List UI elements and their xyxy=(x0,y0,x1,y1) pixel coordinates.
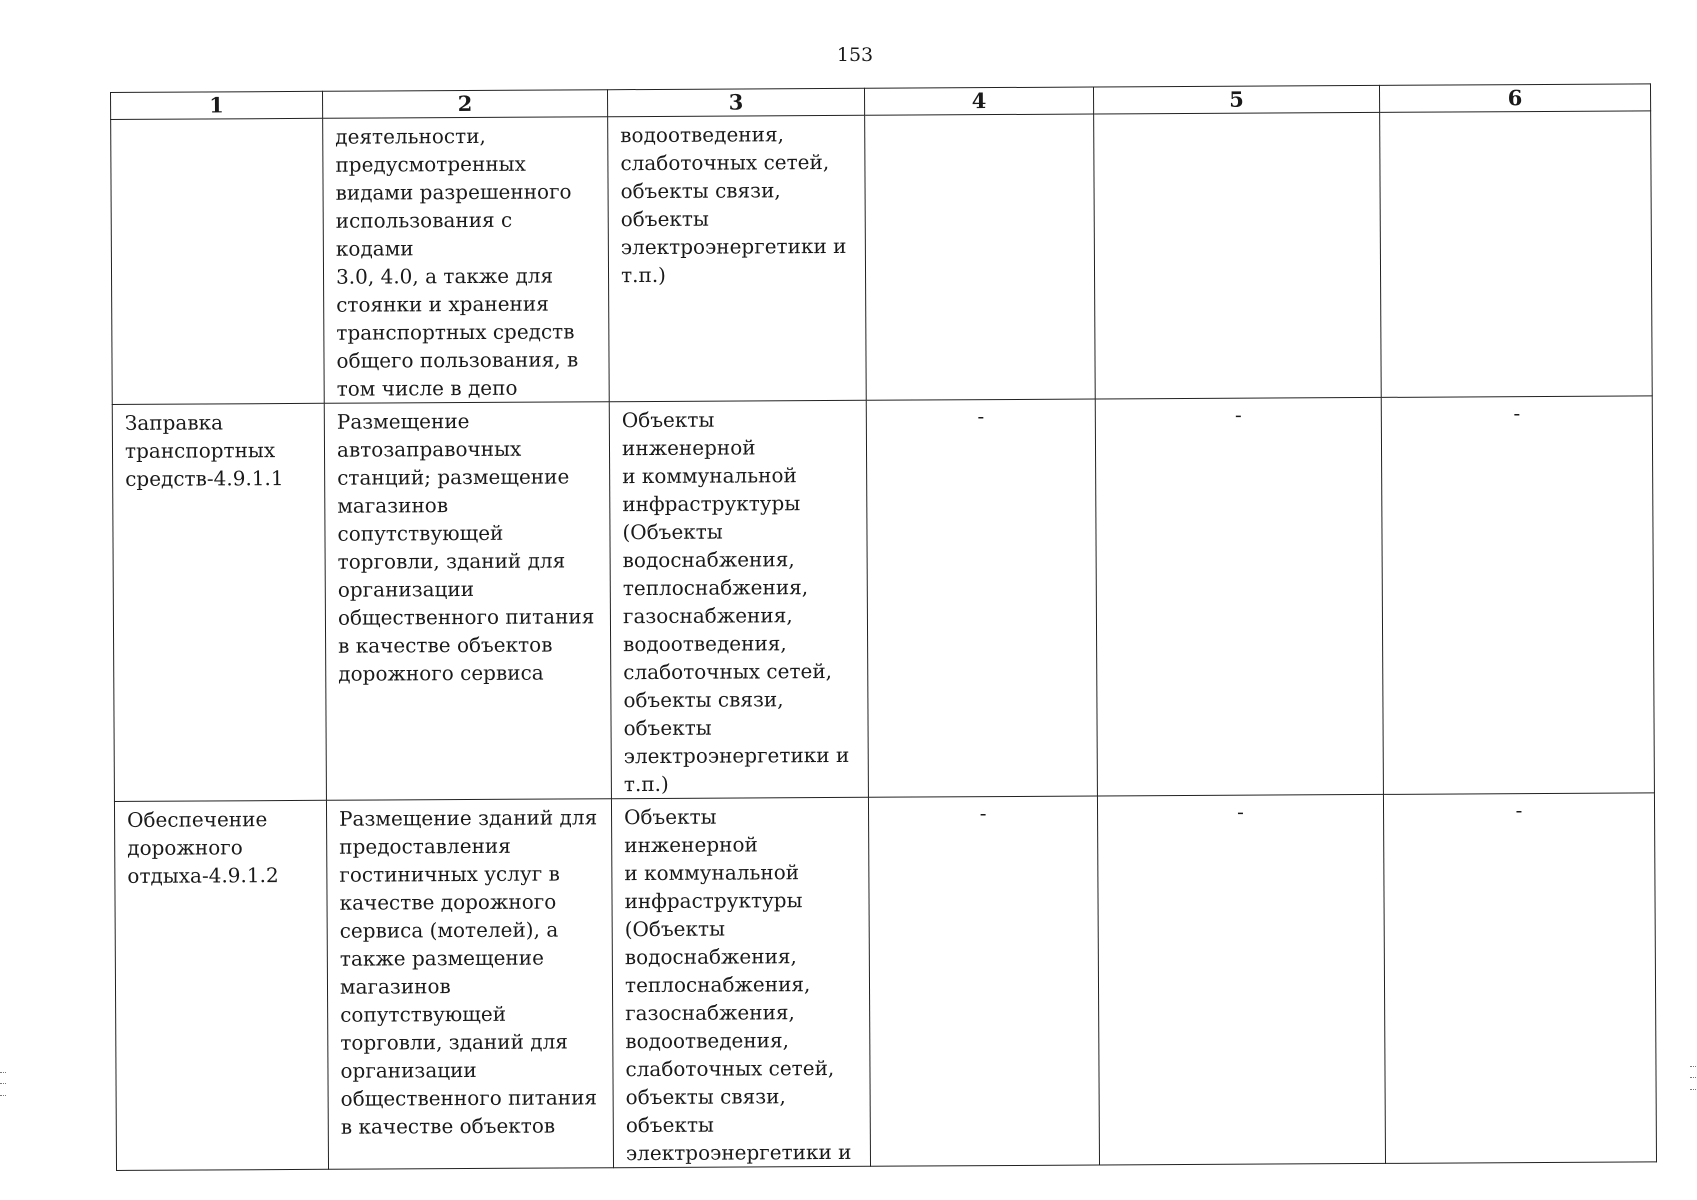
cell-col-4: - xyxy=(868,796,1099,1166)
cell-col-4: - xyxy=(866,399,1097,797)
column-header-1: 1 xyxy=(111,91,323,119)
table-row xyxy=(111,111,1653,405)
table-row xyxy=(112,396,1654,802)
cell-use-type xyxy=(111,118,325,404)
column-header-5: 5 xyxy=(1093,85,1379,114)
cell-col-6 xyxy=(1380,111,1653,398)
table-row xyxy=(114,793,1656,1171)
cell-col-4 xyxy=(865,114,1096,400)
cell-col-5 xyxy=(1094,112,1382,399)
cell-use-type: Заправка транспортных средств-4.9.1.1 xyxy=(112,403,326,801)
cell-auxiliary-uses: Объекты инженерной и коммунальной инфраструктуры (Объекты водоснабжения, теплоснабжения, газоснабжения, водоотведения, слаботочных сетей, объекты связи, объекты электроэнергетики и xyxy=(611,797,870,1167)
column-header-2: 2 xyxy=(322,90,607,119)
document-table-container xyxy=(110,83,1656,1171)
cell-use-type: Обеспечение дорожного отдыха-4.9.1.2 xyxy=(114,800,328,1170)
land-use-table xyxy=(110,83,1657,1171)
cell-description: Размещение автозаправочных станций; размещение магазинов сопутствующей торговли, зданий для организации общественного питания в качестве объектов дорожного сервиса xyxy=(324,402,611,801)
cell-description: Размещение зданий для предоставления гостиничных услуг в качестве дорожного сервиса (мотелей), а также размещение магазинов сопутствующей торговли, зданий для организации общественного питания в качестве объектов xyxy=(326,799,613,1170)
scan-edge-mark-right xyxy=(1690,1066,1696,1090)
column-header-3: 3 xyxy=(607,88,864,116)
cell-col-6: - xyxy=(1383,793,1656,1164)
cell-auxiliary-uses: водоотведения, слаботочных сетей, объекты связи, объекты электроэнергетики и т.п.) xyxy=(608,115,867,401)
cell-col-6: - xyxy=(1381,396,1654,795)
cell-col-5: - xyxy=(1097,794,1385,1165)
cell-col-5: - xyxy=(1095,397,1383,796)
cell-auxiliary-uses: Объекты инженерной и коммунальной инфраструктуры (Объекты водоснабжения, теплоснабжения, газоснабжения, водоотведения, слаботочных сетей, объекты связи, объекты электроэнергетики и т.п.) xyxy=(609,400,868,798)
cell-description: деятельности, предусмотренных видами разрешенного использования с кодами 3.0, 4.0, а также для стоянки и хранения транспортных средств общего пользования, в том числе в депо xyxy=(323,117,610,404)
scan-edge-mark-left xyxy=(0,1072,6,1096)
page-number: 153 xyxy=(836,44,874,66)
column-header-4: 4 xyxy=(864,87,1093,115)
column-header-6: 6 xyxy=(1379,84,1650,113)
